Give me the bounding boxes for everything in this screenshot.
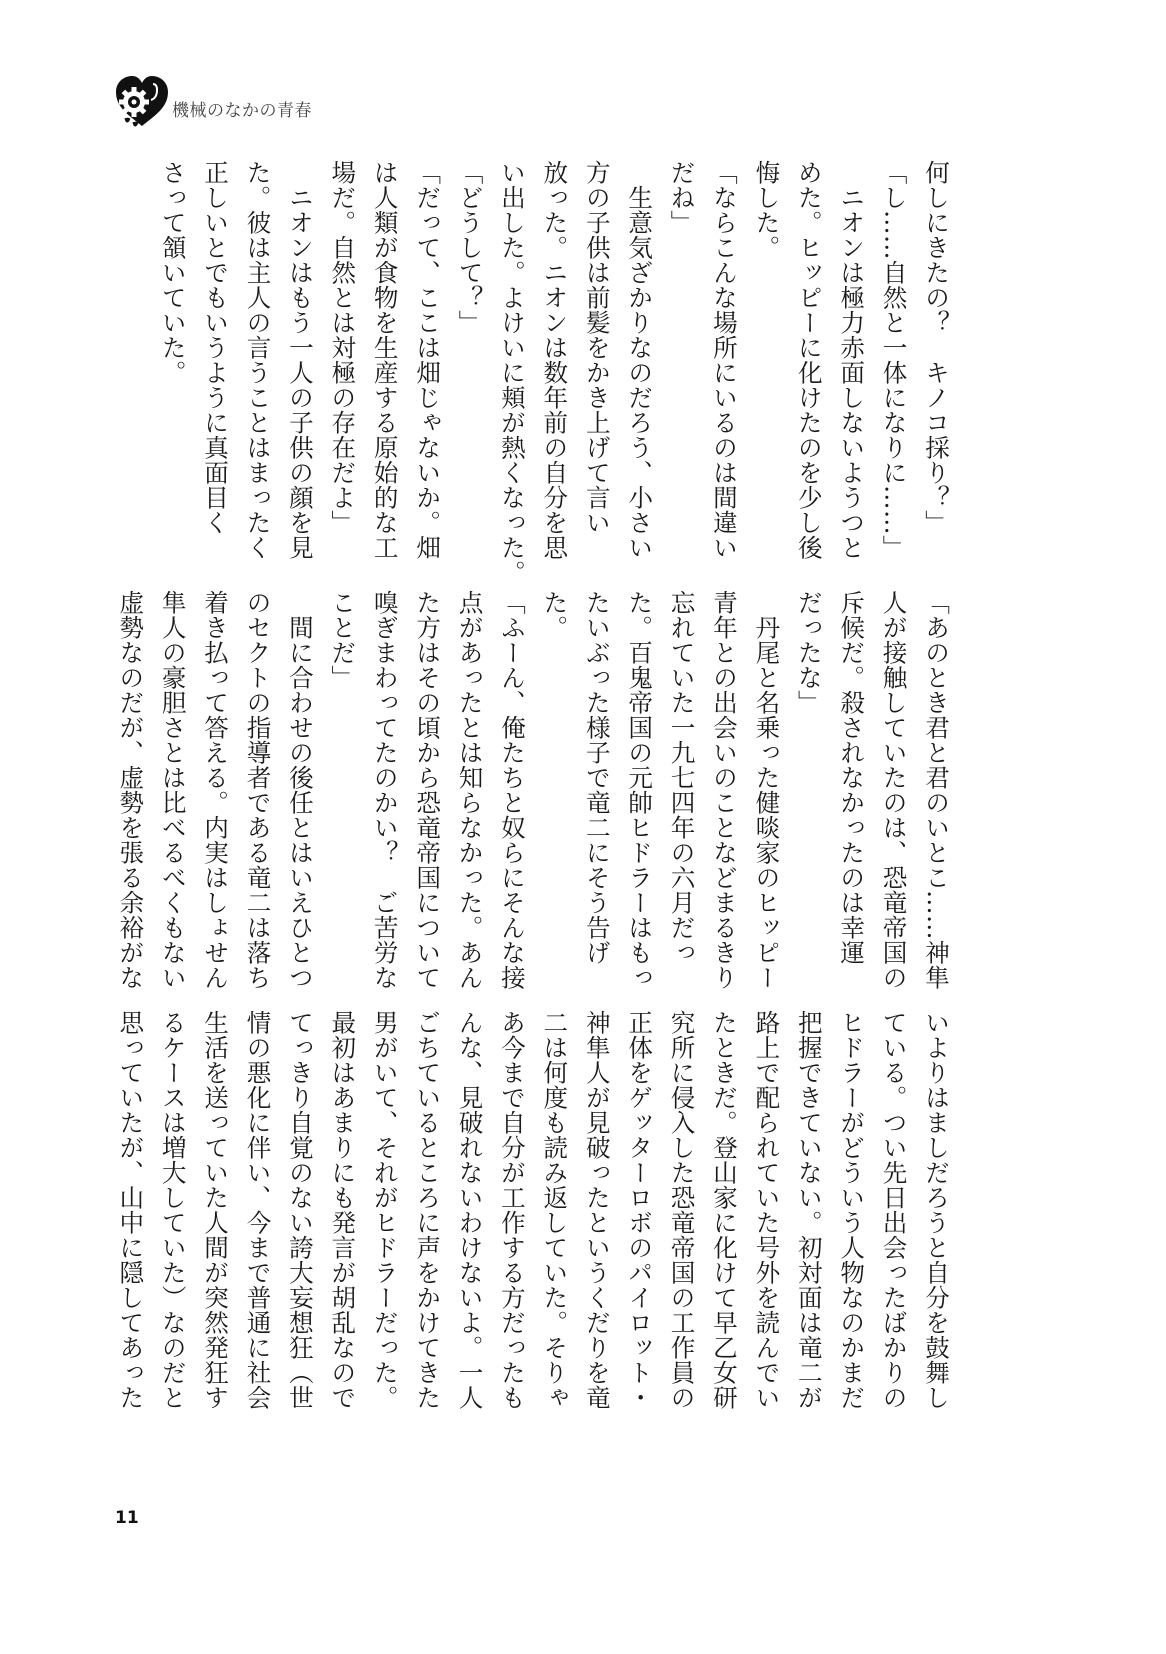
text-column: 究所に侵入した恐竜帝国の工作員の xyxy=(667,1010,697,1410)
text-column: 「ふーん、俺たちと奴らにそんな接 xyxy=(497,590,527,990)
text-column: 方の子供は前髪をかき上げて言い xyxy=(582,160,612,535)
text-column: た。百鬼帝国の元帥ヒドラーはもっ xyxy=(625,590,655,990)
text-column: あ今まで自分が工作する方だったも xyxy=(497,1010,527,1410)
text-column: た方はその頃から恐竜帝国について xyxy=(413,590,443,990)
text-column: 何しにきたの？ キノコ採り？」 xyxy=(922,160,951,535)
text-column: さって頷いていた。 xyxy=(158,160,188,385)
text-column: 正しいとでもいうように真面目く xyxy=(201,160,231,535)
text-column: は人類が食物を生産する原始的な工 xyxy=(370,160,400,560)
text-column: るケースは増大していた）なのだと xyxy=(158,1010,188,1410)
text-block-upper xyxy=(151,160,957,585)
text-column: 着き払って答える。内実はしょせん xyxy=(201,590,231,990)
text-block-middle xyxy=(109,590,957,1000)
text-column: 路上で配られていた号外を読んでい xyxy=(752,1010,782,1410)
text-column: い出した。よけいに頬が熱くなった。 xyxy=(497,160,527,585)
text-column: 生意気ざかりなのだろう、小さい xyxy=(625,160,655,560)
text-column: 隼人の豪胆さとは比べるべくもない xyxy=(158,590,188,990)
text-column: 把握できていない。初対面は竜二が xyxy=(794,1010,824,1410)
page-number: 11 xyxy=(115,1508,139,1528)
text-column: たときだ。登山家に化けて早乙女研 xyxy=(709,1010,739,1410)
text-column: ヒドラーがどういう人物なのかまだ xyxy=(837,1010,867,1410)
text-column: 斥候だ。殺されなかったのは幸運 xyxy=(837,590,867,965)
text-column: 神隼人が見破ったというくだりを竜 xyxy=(582,1010,612,1410)
text-block-lower xyxy=(109,1010,957,1420)
text-column: 点があったとは知らなかった。あん xyxy=(455,590,485,990)
text-column: た。 xyxy=(540,590,570,640)
text-column: 間に合わせの後任とはいえひとつ xyxy=(285,590,315,990)
text-column: 青年との出会いのことなどまるきり xyxy=(709,590,739,990)
text-column: た。彼は主人の言うことはまったく xyxy=(243,160,273,560)
text-column: 正体をゲッターロボのパイロット・ xyxy=(625,1010,655,1410)
text-column: めた。ヒッピーに化けたのを少し後 xyxy=(794,160,824,560)
text-column: ごちているところに声をかけてきた xyxy=(413,1010,443,1410)
text-column: 「どうして？」 xyxy=(455,160,485,335)
text-column: 悔した。 xyxy=(752,160,782,260)
text-column: 生活を送っていた人間が突然発狂す xyxy=(201,1010,231,1410)
text-column: だったな」 xyxy=(794,590,824,715)
text-column: ている。つい先日出会ったばかりの xyxy=(879,1010,909,1410)
heart-gear-icon xyxy=(112,74,172,130)
text-column: 最初はあまりにも発言が胡乱なので xyxy=(328,1010,358,1410)
text-column: 丹尾と名乗った健啖家のヒッピー xyxy=(752,590,782,990)
text-column: 男がいて、それがヒドラーだった。 xyxy=(370,1010,400,1410)
text-column: たいぶった様子で竜二にそう告げ xyxy=(582,590,612,965)
text-column: 放った。ニオンは数年前の自分を思 xyxy=(540,160,570,560)
text-column: 思っていたが、山中に隠してあった xyxy=(116,1010,146,1410)
text-column: のセクトの指導者である竜二は落ち xyxy=(243,590,273,990)
text-column: 「し……自然と一体になりに……」 xyxy=(879,160,909,560)
text-column: 「だって、ここは畑じゃないか。畑 xyxy=(413,160,443,560)
text-column: ことだ」 xyxy=(328,590,358,690)
text-column: ニオンは極力赤面しないようつと xyxy=(837,160,867,560)
text-column: 場だ。自然とは対極の存在だよ」 xyxy=(328,160,358,535)
text-column: 「ならこんな場所にいるのは間違い xyxy=(709,160,739,560)
text-column: 「あのとき君と君のいとこ……神隼 xyxy=(922,590,951,990)
text-column: 忘れていた一九七四年の六月だっ xyxy=(667,590,697,965)
text-column: てっきり自覚のない誇大妄想狂（世 xyxy=(285,1010,315,1410)
text-column: ニオンはもう一人の子供の顔を見 xyxy=(285,160,315,560)
text-column: 二は何度も読み返していた。そりゃ xyxy=(540,1010,570,1410)
text-column: いよりはましだろうと自分を鼓舞し xyxy=(922,1010,951,1410)
text-column: 嗅ぎまわってたのかい？ ご苦労な xyxy=(370,590,400,990)
running-title: 機械のなかの青春 xyxy=(172,101,312,121)
text-column: 虚勢なのだが、虚勢を張る余裕がな xyxy=(116,590,146,990)
text-column: 人が接触していたのは、恐竜帝国の xyxy=(879,590,909,990)
text-column: 情の悪化に伴い、今まで普通に社会 xyxy=(243,1010,273,1410)
text-column: んな、見破れないわけないよ。一人 xyxy=(455,1010,485,1410)
text-column: だね」 xyxy=(667,160,697,235)
